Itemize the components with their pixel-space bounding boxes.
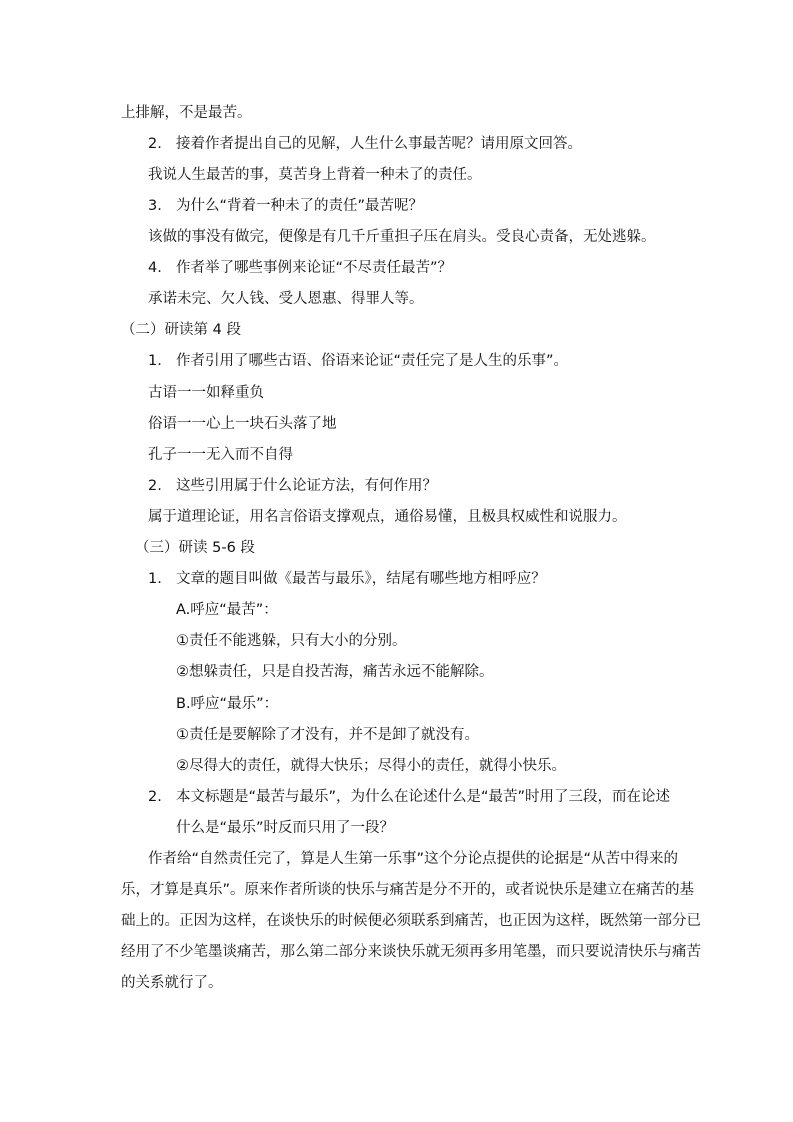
answer-text: 该做的事没有做完，便像是有几千斤重担子压在肩头。受良心责备，无处逃躲。 [148,229,656,245]
answer-text: 承诺未完、欠人钱、受人恩惠、得罪人等。 [148,291,424,307]
paragraph-line: 乐，才算是真乐”。原来作者所谈的快乐与痛苦是分不开的，或者说快乐是建立在痛苦的基 [121,882,695,898]
answer-text: 俗语一一心上一块石头落了地 [148,416,337,432]
question-number: 2. [148,478,162,494]
paragraph-line: 经用了不少笔墨谈痛苦，那么第二部分来谈快乐就无须再多用笔墨，而只要说清快乐与痛苦 [121,944,701,960]
question-number: 4. [148,260,162,276]
text-line: 上排解，不是最苦。 [121,105,252,121]
section-heading: （二）研读第 4 段 [121,322,241,338]
question-number: 2. [148,789,162,805]
paragraph-line: 作者给“自然责任完了，算是人生第一乐事”这个分论点提供的论据是“从苦中得来的 [148,851,679,867]
answer-text: 古语一一如释重负 [148,385,264,401]
answer-text: ①责任是要解除了才没有，并不是卸了就没有。 [176,727,479,743]
question-text: 什么是“最乐”时反而只用了一段？ [176,820,395,836]
paragraph-line: 的关系就行了。 [121,975,223,991]
question-text: 这些引用属于什么论证方法，有何作用？ [176,478,437,494]
question-text: 文章的题目叫做《最苦与最乐》，结尾有哪些地方相呼应？ [176,571,546,587]
section-heading: （三）研读 5-6 段 [135,540,255,556]
question-number: 2. [148,136,162,152]
answer-text: 我说人生最苦的事，莫苦身上背着一种未了的责任。 [148,167,482,183]
answer-text: 属于道理论证，用名言俗语支撑观点，通俗易懂，且极具权威性和说服力。 [148,509,627,525]
question-text: 为什么“背着一种未了的责任”最苦呢？ [176,198,424,214]
question-text: 作者引用了哪些古语、俗语来论证“责任完了是人生的乐事”。 [176,353,569,369]
question-number: 1. [148,353,162,369]
answer-subheading: A.呼应“最苦”： [176,602,278,618]
answer-text: ①责任不能逃躲，只有大小的分别。 [176,633,407,649]
question-text: 本文标题是“最苦与最乐”，为什么在论述什么是“最苦”时用了三段，而在论述 [176,789,671,805]
question-text: 作者举了哪些事例来论证“不尽责任最苦”？ [176,260,453,276]
question-text: 接着作者提出自己的见解，人生什么事最苦呢？请用原文回答。 [176,136,582,152]
question-number: 1. [148,571,162,587]
answer-text: ②尽得大的责任，就得大快乐；尽得小的责任，就得小快乐。 [176,758,566,774]
answer-subheading: B.呼应“最乐”： [176,696,279,712]
paragraph-line: 础上的。正因为这样，在谈快乐的时候便必须联系到痛苦，也正因为这样，既然第一部分已 [121,913,701,929]
answer-text: ②想躲责任，只是自投苦海，痛苦永远不能解除。 [176,664,494,680]
answer-text: 孔子一一无入而不自得 [148,447,293,463]
question-number: 3. [148,198,162,214]
